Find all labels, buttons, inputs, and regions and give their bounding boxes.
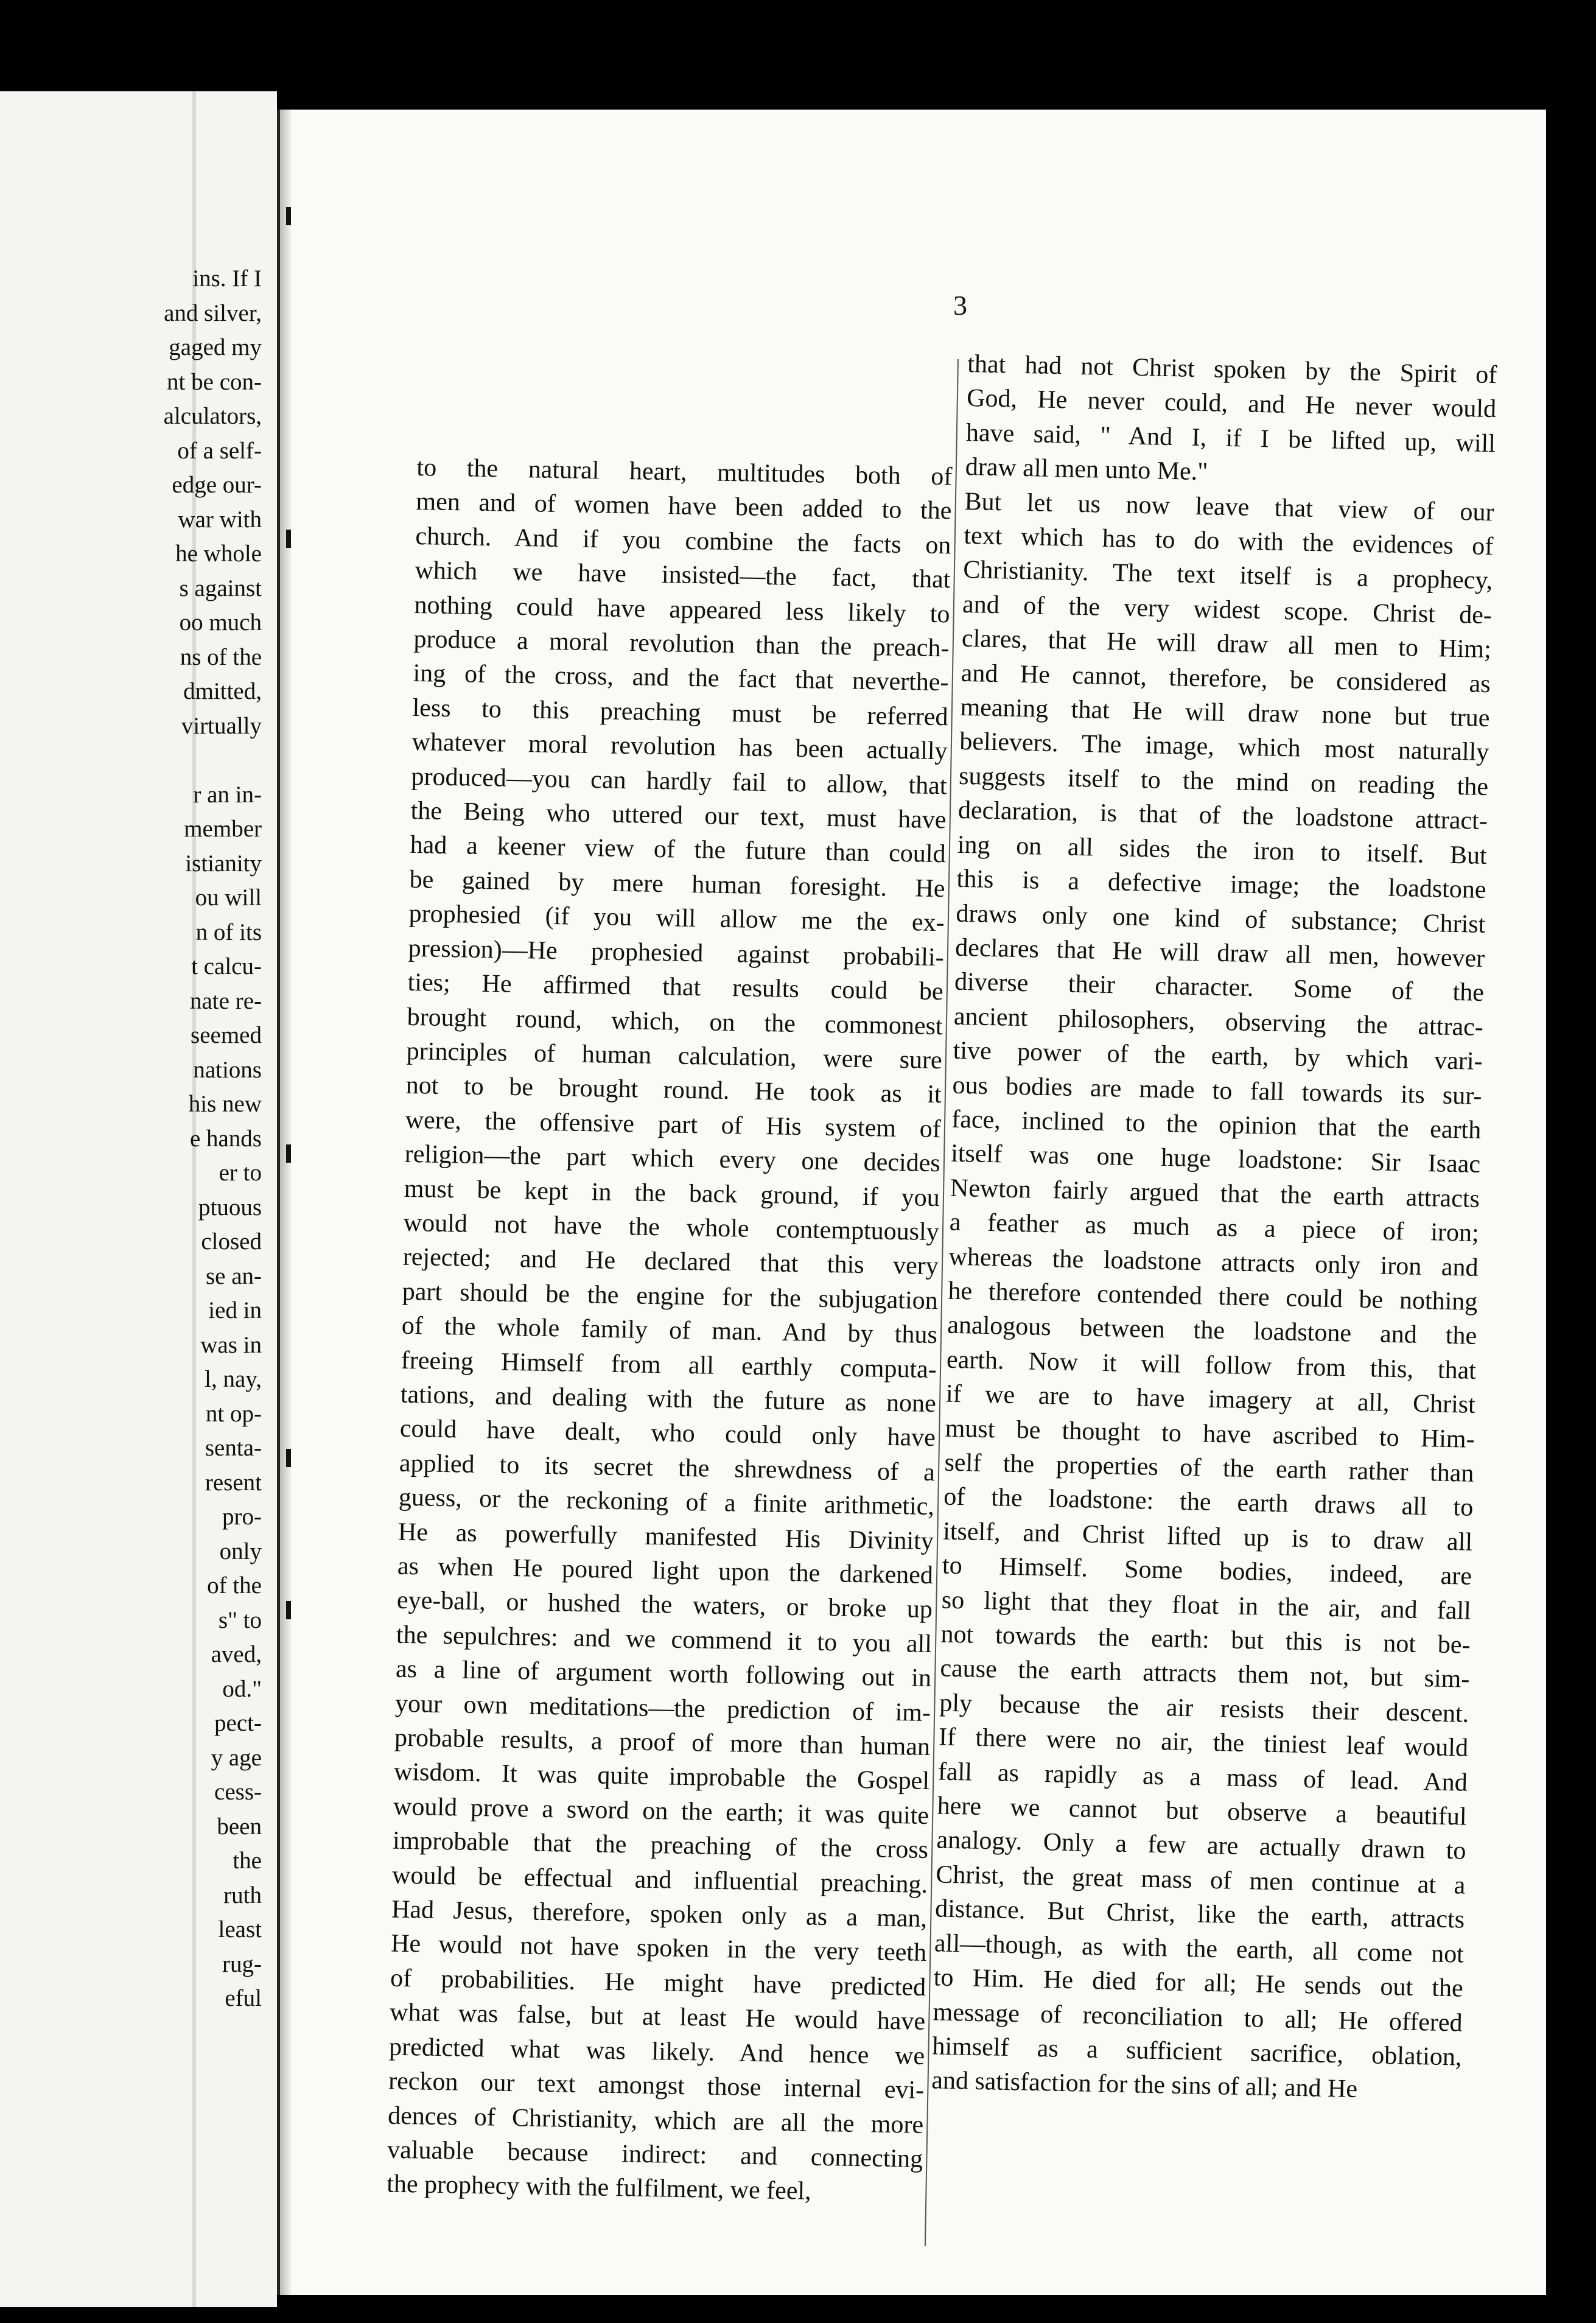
text-line: meaning that He will draw none but true: [960, 693, 1490, 733]
text-line: ruth: [223, 1882, 262, 1908]
text-line: probable results, a proof of more than human: [394, 1723, 931, 1762]
text-line: of a self-: [177, 437, 262, 464]
text-line: Christianity. The text itself is a prophecy,: [962, 556, 1493, 595]
text-line: whatever moral revolution has been actually: [411, 728, 948, 766]
text-column-right: [931, 347, 1497, 2109]
text-line: Had Jesus, therefore, spoken only as a man,: [391, 1895, 928, 1933]
text-line: od.": [222, 1675, 262, 1702]
text-line: analogous between the loadstone and the: [947, 1311, 1477, 1351]
text-line: must be kept in the back ground, if you: [404, 1174, 940, 1212]
text-line: dmitted,: [183, 678, 262, 704]
text-line: alculators,: [163, 403, 262, 429]
text-line: predicted what was likely. And hence we: [388, 2033, 925, 2070]
text-line: this is a defective image; the loadstone: [956, 864, 1486, 905]
text-line: e hands: [189, 1125, 262, 1152]
text-line: would be effectual and influential preaching.: [391, 1861, 928, 1899]
text-line: rug-: [222, 1950, 262, 1977]
text-line: a feather as much as a piece of iron;: [949, 1208, 1480, 1248]
text-line: edge our-: [172, 472, 262, 498]
text-line: he whole: [175, 541, 262, 567]
text-line: wisdom. It was quite improbable the Gospel: [393, 1758, 930, 1796]
text-line: the sepulchres: and we commend it to you all: [396, 1620, 933, 1658]
text-line: text which has to do with the evidences of: [964, 521, 1494, 561]
text-line: been: [217, 1813, 262, 1840]
text-line: men and of women have been added to the: [416, 488, 952, 525]
text-line: cause the earth attracts them not, but sim-: [940, 1654, 1470, 1694]
text-line: believers. The image, which most naturally: [959, 727, 1489, 767]
text-line: ing on all sides the iron to itself. But: [957, 830, 1488, 870]
text-line: member: [184, 816, 262, 842]
text-line: pect-: [214, 1710, 262, 1736]
text-line: fall as rapidly as a mass of lead. And: [937, 1757, 1468, 1797]
text-line: But let us now leave that view of our: [964, 487, 1494, 527]
text-line: his new: [188, 1091, 262, 1117]
text-line: so light that they float in the air, and fall: [941, 1586, 1472, 1625]
text-line: as when He poured light upon the darkened: [397, 1552, 934, 1590]
text-line: less to this preaching must be referred: [412, 693, 948, 732]
text-line: war with: [178, 506, 262, 533]
text-line: here we cannot but observe a beautiful: [937, 1792, 1468, 1831]
text-line: ied in: [208, 1297, 262, 1323]
text-line: applied to its secret the shrewdness of a: [399, 1449, 936, 1487]
text-line: He as powerfully manifested His Divinity: [397, 1518, 934, 1555]
text-line: declares that He will draw all men, however: [954, 933, 1485, 973]
text-line: nate re-: [190, 987, 262, 1014]
text-line: nations: [193, 1056, 262, 1083]
text-line: be gained by mere human foresight. He: [409, 865, 945, 903]
text-line: ns of the: [180, 643, 262, 670]
text-line: of the loadstone: the earth draws all to: [943, 1482, 1474, 1522]
text-line: itself was one huge loadstone: Sir Isaac: [950, 1140, 1481, 1179]
text-line: face, inclined to the opinion that the earth: [951, 1105, 1482, 1144]
text-line: istianity: [185, 850, 262, 877]
text-line: reckon our text amongst those internal evi-: [388, 2067, 925, 2105]
text-line: pro-: [222, 1504, 262, 1530]
text-line: to Him. He died for all; He sends out the: [933, 1963, 1464, 2003]
text-line: not to be brought round. He took as it: [405, 1071, 942, 1109]
text-line: suggests itself to the mind on reading the: [958, 762, 1489, 801]
text-line: were, the offensive part of His system of: [405, 1105, 942, 1143]
left-page-text: [0, 262, 262, 2016]
text-line: r an in-: [193, 781, 262, 808]
text-line: of probabilities. He might have predicted: [390, 1964, 926, 2002]
text-line: could have dealt, who could only have: [399, 1415, 936, 1452]
text-line: would not have the whole contemptuously: [403, 1208, 940, 1247]
text-line: was in: [200, 1331, 262, 1358]
text-line: tive power of the earth, by which vari-: [953, 1036, 1483, 1076]
text-line: y age: [211, 1744, 262, 1771]
text-line: diverse their character. Some of the: [954, 968, 1485, 1007]
text-line: nothing could have appeared less likely to: [414, 590, 950, 628]
text-line: the prophecy with the fulfilment, we feel,: [386, 2170, 812, 2206]
text-line: of the whole family of man. And by thus: [401, 1311, 938, 1350]
text-line: ins. If I: [192, 265, 262, 292]
text-line: produced—you can hardly fail to allow, that: [411, 762, 947, 800]
text-line: that had not Christ spoken by the Spirit of: [967, 349, 1497, 390]
text-line: l, nay,: [205, 1366, 262, 1392]
text-line: church. And if you combine the facts on: [415, 522, 951, 560]
binding-gutter: [280, 110, 291, 2295]
text-line: religion—the part which every one decides: [404, 1140, 941, 1178]
text-line: of the: [207, 1572, 262, 1599]
text-line: to Himself. Some bodies, indeed, are: [942, 1551, 1472, 1591]
text-line: declaration, is that of the loadstone attract-: [957, 796, 1488, 836]
text-line: message of reconciliation to all; He offered: [933, 1997, 1463, 2037]
text-line: improbable that the preaching of the cross: [392, 1826, 929, 1865]
text-line: brought round, which, on the commonest: [407, 1003, 943, 1040]
text-line: aved,: [211, 1641, 262, 1667]
text-line: eful: [225, 1985, 262, 2011]
page-number: 3: [953, 290, 967, 321]
text-line: nt op-: [205, 1400, 262, 1427]
text-line: whereas the loadstone attracts only iron and: [948, 1242, 1479, 1282]
text-line: s" to: [218, 1606, 262, 1633]
text-line: se an-: [205, 1263, 262, 1289]
text-line: ptuous: [198, 1194, 262, 1221]
text-line: self the properties of the earth rather than: [944, 1448, 1474, 1488]
text-line: God, He never could, and He never would: [966, 384, 1497, 424]
text-line: analogy. Only a few are actually drawn to: [936, 1826, 1466, 1866]
text-line: only: [219, 1538, 262, 1564]
left-page: [0, 91, 277, 2307]
text-line: ous bodies are made to fall towards its sur-: [952, 1071, 1482, 1110]
text-line: guess, or the reckoning of a finite arithmetic,: [398, 1483, 935, 1521]
text-line: draws only one kind of substance; Christ: [956, 899, 1486, 939]
text-line: and silver,: [164, 300, 262, 326]
text-line: prophesied (if you will allow me the ex-: [408, 900, 945, 937]
text-line: ing of the cross, and the fact that neverthe-: [413, 659, 949, 697]
text-line: t calcu-: [191, 953, 262, 979]
text-line: the: [233, 1848, 262, 1874]
text-line: to the natural heart, multitudes both of: [416, 453, 953, 491]
text-line: er to: [219, 1160, 262, 1186]
text-line: ou will: [195, 885, 262, 911]
text-line: ties; He affirmed that results could be: [407, 968, 944, 1006]
text-line: resent: [205, 1469, 262, 1496]
text-line: and of the very widest scope. Christ de-: [962, 590, 1493, 629]
text-line: tations, and dealing with the future as none: [400, 1380, 937, 1418]
text-line: which we have insisted—the fact, that: [415, 556, 951, 594]
text-line: pression)—He prophesied against probabili-: [408, 934, 944, 972]
text-line: itself, and Christ lifted up is to draw all: [942, 1517, 1473, 1557]
text-line: eye-ball, or hushed the waters, or broke up: [396, 1586, 933, 1624]
text-line: virtually: [181, 712, 262, 739]
text-line: oo much: [179, 609, 262, 636]
text-line: earth. Now it will follow from this, that: [946, 1345, 1477, 1385]
text-line: produce a moral revolution than the preach-: [413, 625, 950, 663]
text-line: closed: [201, 1228, 262, 1255]
text-line: the Being who uttered our text, must have: [410, 796, 947, 835]
text-line: valuable because indirect: and connecting: [387, 2136, 923, 2173]
text-line: draw all men unto Me.": [965, 453, 1208, 486]
text-line: nt be con-: [167, 368, 262, 395]
text-line: If there were no air, the tiniest leaf would: [938, 1723, 1469, 1762]
text-line: your own meditations—the prediction of im-: [394, 1689, 931, 1727]
text-line: clares, that He will draw all men to Him;: [961, 625, 1492, 664]
text-line: ply because the air resists their descent.: [939, 1689, 1469, 1728]
text-line: and satisfaction for the sins of all; and He: [931, 2066, 1358, 2104]
text-line: rejected; and He declared that this very: [402, 1243, 939, 1281]
text-line: and He cannot, therefore, be considered as: [961, 659, 1491, 698]
text-line: as a line of argument worth following out in: [395, 1655, 932, 1693]
text-line: if we are to have imagery at all, Christ: [945, 1379, 1476, 1420]
text-line: had a keener view of the future than could: [410, 831, 946, 869]
text-line: all—though, as with the earth, all come not: [934, 1929, 1465, 1969]
text-line: [0, 743, 262, 778]
text-line: what was false, but at least He would have: [389, 1998, 926, 2036]
text-line: s against: [179, 575, 262, 601]
text-line: he therefore contended there could be nothing: [948, 1277, 1478, 1316]
text-line: least: [218, 1916, 262, 1943]
text-line: Newton fairly argued that the earth attracts: [950, 1174, 1480, 1213]
text-line: principles of human calculation, were sure: [406, 1037, 943, 1075]
text-column-left: [387, 450, 953, 2211]
text-line: cess-: [214, 1779, 262, 1805]
text-line: must be thought to have ascribed to Him-: [945, 1414, 1475, 1454]
text-line: freeing Himself from all earthly computa-: [401, 1346, 937, 1384]
text-line: He would not have spoken in the very teeth: [390, 1930, 927, 1967]
text-line: ancient philosophers, observing the attrac-: [953, 1002, 1484, 1042]
text-line: not towards the earth: but this is not be-: [940, 1620, 1471, 1659]
text-line: Christ, the great mass of men continue at a: [935, 1860, 1466, 1900]
text-line: distance. But Christ, like the earth, attracts: [934, 1894, 1465, 1934]
text-line: dences of Christianity, which are all the more: [387, 2101, 924, 2139]
right-page: [277, 110, 1546, 2295]
text-line: part should be the engine for the subjugation: [402, 1277, 939, 1315]
text-line: have said, " And I, if I be lifted up, will: [965, 418, 1496, 458]
text-line: gaged my: [169, 334, 262, 360]
text-line: n of its: [195, 919, 262, 945]
text-line: himself as a sufficient sacrifice, oblation,: [932, 2032, 1462, 2072]
text-line: seemed: [191, 1022, 262, 1048]
text-line: would prove a sword on the earth; it was quite: [393, 1792, 929, 1830]
text-line: senta-: [205, 1435, 262, 1461]
